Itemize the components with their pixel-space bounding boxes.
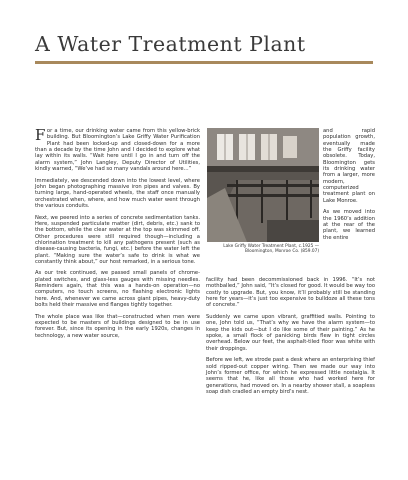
paragraph: As our trek continued, we passed small panels of chrome-plated switches, and glass-less gauges with missing needles. Reminders again, that this was a hands-on operation—no computers, no touch screens, no flashing electronic lights here. And, whenever we came across giant pipes, heavy-duty bolts held their massive end flanges tightly together. (35, 270, 200, 309)
paragraph: Suddenly we came upon vibrant, graffitied walls. Pointing to one, John told us, “That’s why we have the alarm system—to keep the kids out—but I do like some of their painting.” As he spoke, a small flock of panicking birds flew in tight circles overhead. Below our feet, the asphalt-tiled floor was white with their droppings. (206, 313, 375, 352)
right-bottom-column (206, 277, 375, 400)
right-top-column (323, 128, 375, 246)
drop-cap: F (35, 126, 46, 144)
paragraph: Immediately, we descended down into the lowest level, where John began photographing massive iron pipes and valves. By turning large, hand-operated wheels, the staff once manually orchestrated when, where, and how much water went through the various conduits. (35, 177, 200, 209)
title-rule (35, 61, 373, 64)
paragraph: The whole place was like that—constructed when men were expected to be masters of buildings designed to be in use forever. But, since its opening in the early 1920s, changes in technology, a new water source, (35, 313, 200, 339)
photo-caption: Lake Griffy Water Treatment Plant, c.1925 —Bloomington, Monroe Co. (859.07) (223, 244, 319, 255)
plant-interior-photo (207, 128, 319, 242)
paragraph: and rapid population growth, eventually made the Griffy facility obsolete. Today, Bloomington gets its drinking water from a larger, more modern, computerized treatment plant on Lake Monroe. (323, 128, 375, 204)
paragraph: As we moved into the 1960’s addition at the rear of the plant, we learned the entire (323, 209, 375, 241)
paragraph: Before we left, we strode past a desk where an enterprising thief sold ripped-out copper wiring. Then we made our way into John’s former office, for which he expressed little nostalgia. It seems that he, like all those who had worked here for generations, had moved on. In a nearby shower stall, a soapless soap dish cradled an empty bird’s nest. (206, 357, 375, 395)
paragraph: Next, we peered into a series of concrete sedimentation tanks. Here, suspended particulate matter (dirt, debris, etc.) sank to the bottom, while the clear water at the top was skimmed off. Other procedures were still required though—including a chlorination treatment to kill any pathogens present (such as disease-causing bacteria, fungi, etc.) before the water left the plant. “Making sure the water’s safe to drink is what we constantly think about,” our host remarked, in a serious tone. (35, 214, 200, 265)
paragraph-text: or a time, our drinking water came from this yellow-brick building. But Bloomington’s Lake Griffy Water Purification Plant had been locked-up and closed-down for a more than a decade by the time John and I decided to explore what lay within its walls. “Wait here until I go in and turn off the alarm system,” John Langley, Deputy Director of Utilities, kindly warned, “We’ve had so many vandals around here…” (35, 128, 200, 173)
paragraph: facility had been decommissioned back in 1996. “It’s not mothballed,” John said, “It’s closed for good. It would be way too costly to upgrade. But, you know, it’ll probably still be standing here for years—it’s just too expensive to bulldoze all these tons of concrete.” (206, 277, 375, 309)
paragraph (35, 128, 200, 172)
article-title: A Water Treatment Plant (35, 32, 306, 56)
left-column (35, 128, 200, 344)
